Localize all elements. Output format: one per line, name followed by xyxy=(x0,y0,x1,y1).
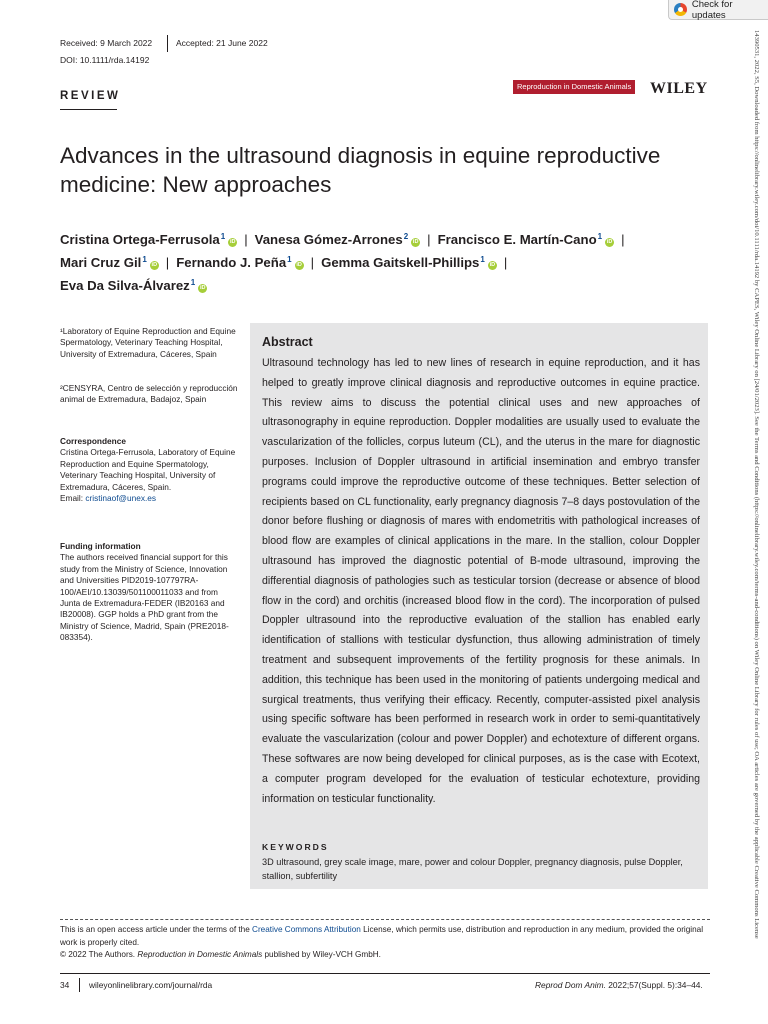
author-name[interactable]: Francisco E. Martín-Cano xyxy=(437,232,597,247)
section-label: REVIEW xyxy=(60,90,121,102)
author-name[interactable]: Mari Cruz Gil xyxy=(60,255,142,270)
copyright-pre: © 2022 The Authors. xyxy=(60,950,138,959)
keywords-text: 3D ultrasound, grey scale image, mare, power and colour Doppler, pregnancy diagnosis, pulse Doppler, stallion, subfertility xyxy=(262,857,683,882)
copyright-journal: Reproduction in Domestic Animals xyxy=(137,950,263,959)
correspondence-email-row xyxy=(60,493,240,504)
email-label: Email: xyxy=(60,493,86,504)
orcid-icon[interactable]: iD xyxy=(151,262,158,268)
orcid-icon[interactable]: iD xyxy=(606,239,613,245)
license-rule xyxy=(60,919,710,920)
journal-site-link[interactable]: wileyonlinelibrary.com/journal/rda xyxy=(89,980,213,990)
received-date: Received: 9 March 2022 xyxy=(60,38,153,48)
author-separator: | xyxy=(503,255,508,270)
article-title-line1: Advances in the ultrasound diagnosis in equine reproductive xyxy=(60,143,661,168)
check-for-updates-label: Check for updates xyxy=(691,0,733,21)
copyright-line xyxy=(60,949,720,962)
affiliation-marker[interactable]: 1 xyxy=(220,231,226,241)
funding-block xyxy=(60,541,240,644)
email-link[interactable]: cristinaof@unex.es xyxy=(85,493,157,504)
orcid-icon[interactable]: iD xyxy=(412,239,419,245)
affiliation-marker[interactable]: 1 xyxy=(190,277,196,287)
affiliation-marker[interactable]: 1 xyxy=(480,254,485,264)
correspondence-heading: Correspondence xyxy=(60,436,126,446)
author-name[interactable]: Gemma Gaitskell-Phillips xyxy=(321,255,480,270)
author-name[interactable]: Vanesa Gómez-Arrones xyxy=(254,232,403,247)
license-block xyxy=(60,924,720,962)
affiliation-marker[interactable]: 1 xyxy=(142,254,147,264)
citation-journal: Reprod Dom Anim. xyxy=(535,980,606,990)
affiliation-2: ²CENSYRA, Centro de selección y reproducción animal de Extremadura, Badajoz, Spain xyxy=(60,383,238,405)
keywords-heading: KEYWORDS xyxy=(262,842,329,852)
crossmark-icon xyxy=(674,3,687,16)
author-list xyxy=(60,228,720,297)
orcid-icon[interactable]: iD xyxy=(229,239,236,245)
author-separator: | xyxy=(310,255,315,270)
author-separator: | xyxy=(244,232,248,247)
author-separator: | xyxy=(165,255,170,270)
footer-divider xyxy=(79,978,80,992)
abstract-heading: Abstract xyxy=(262,335,313,349)
affiliation-marker[interactable]: 2 xyxy=(403,231,409,241)
download-stamp xyxy=(750,30,764,1020)
funding-heading: Funding information xyxy=(60,541,141,551)
correspondence-block xyxy=(60,436,240,504)
license-link[interactable]: Creative Commons Attribution xyxy=(252,925,361,934)
article-title xyxy=(60,141,720,199)
license-post: License, which permits use, distribution and reproduction in any medium, provided the original work is properly cited. xyxy=(60,925,704,947)
author-line-3 xyxy=(60,274,720,297)
affiliation-marker[interactable]: 1 xyxy=(597,231,603,241)
journal-badge: Reproduction in Domestic Animals xyxy=(513,80,635,94)
orcid-icon[interactable]: iD xyxy=(199,285,206,291)
author-separator: | xyxy=(621,232,625,247)
orcid-icon[interactable]: iD xyxy=(296,262,302,268)
author-separator: | xyxy=(427,232,431,247)
citation-details: 2022;57(Suppl. 5):34–44. xyxy=(605,980,703,990)
correspondence-body: Cristina Ortega-Ferrusola, Laboratory of Equine Reproduction and Equine Spermatology, Veterinary Teaching Hospital, University of Extremadura, Cáceres, Spain. xyxy=(60,447,236,492)
author-line-1 xyxy=(60,228,720,251)
header-divider xyxy=(167,35,168,52)
author-name[interactable]: Cristina Ortega-Ferrusola xyxy=(60,232,220,247)
check-for-updates-button[interactable] xyxy=(668,0,768,20)
accepted-date: Accepted: 21 June 2022 xyxy=(176,38,268,48)
affiliation-marker[interactable]: 1 xyxy=(287,254,292,264)
download-stamp-text: 14390531, 2022, S5, Downloaded from https://onlinelibrary.wiley.com/doi/10.1111/rda.14192 by CAPES, Wiley Online Library on [24/01/2023]. See the Terms and Conditions (https://onlinelibrary.wiley.com/terms-and-conditions) on Wiley Online Library for rules of use; OA articles are governed by the applicable Creative Commons License xyxy=(753,30,760,939)
license-text xyxy=(60,924,720,949)
abstract-text: Ultrasound technology has led to new lines of research in equine reproduction, and it has helped to greatly improve clinical diagnosis and reproductive outcomes in equine practice. This review aims to discuss the potential clinical uses and new approaches of ultrasonography in equine reproduction. Doppler modalities are usually used to evaluate the vascularization of the follicles, corpus luteum (CL), and the uterus in the mare for diagnostic purposes. Inclusion of Doppler ultrasound in artificial insemination and embryo transfer programs could improve the reproductive outcome of these techniques. Better selection of recipients based on CL functionality, early pregnancy diagnosis 7–8 days postovulation of the donor before flushing or diagnosis of mares with endometritis with pathological increases of blood flow are examples of clinical applications in the mare. In the stallion, colour Doppler ultrasound has improved the diagnostic potential of B-mode ultrasound, improving the differential diagnosis of pathologies such as testicular torsion (decrease or absence of blood flow in the cord) and orchitis (increased blood flow in the cord). The incorporation of pulsed Doppler ultrasound into the reproductive evaluation of the stallion has enabled early identification of stallions with testicular dysfunction, thus allowing administration of timely treatment and subsequent improvements of the fertility prognosis for these animals. In addition, this technique has been used in the monitoring of patients undergoing medical and surgical treatments, thus verifying their efficacy. Recently, computer-assisted pixel analysis using specific software has been performed in research work in order to semi-quantitatively evaluate the vascularization (colour and power Doppler) and echotexture of different organs. These softwares are now being developed for clinical purposes, as is the case with Ecotext, a computer program developed for the evaluation of testicular echotexture, providing information on testicular functionality. xyxy=(262,357,700,805)
affiliation-1: ¹Laboratory of Equine Reproduction and Equine Spermatology, Veterinary Teaching Hospital, University of Extremadura, Cáceres, Spain xyxy=(60,326,236,359)
page-number: 34 xyxy=(60,980,70,990)
license-pre: This is an open access article under the terms of the xyxy=(60,925,253,934)
publisher-logo: WILEY xyxy=(650,80,708,97)
author-name[interactable]: Fernando J. Peña xyxy=(176,255,287,270)
citation xyxy=(535,980,703,990)
doi[interactable]: DOI: 10.1111/rda.14192 xyxy=(60,55,150,65)
author-line-2 xyxy=(60,251,720,274)
article-title-line2: medicine: New approaches xyxy=(60,172,332,197)
copyright-post: published by Wiley-VCH GmbH. xyxy=(262,950,381,959)
funding-body: The authors received financial support for this study from the Ministry of Science, Innovation and Universities PID2019-107797RA-100/AEI/10.13039/501100011033 and from Junta de Extremadura-FEDER (IB20163 and IB20008). GGP holds a PhD grant from the Ministry of Science, Madrid, Spain (PRE2018-083354). xyxy=(60,552,229,643)
orcid-icon[interactable]: iD xyxy=(489,262,496,268)
footer-rule xyxy=(60,973,710,974)
author-name[interactable]: Eva Da Silva-Álvarez xyxy=(60,278,190,293)
section-rule xyxy=(60,109,117,110)
